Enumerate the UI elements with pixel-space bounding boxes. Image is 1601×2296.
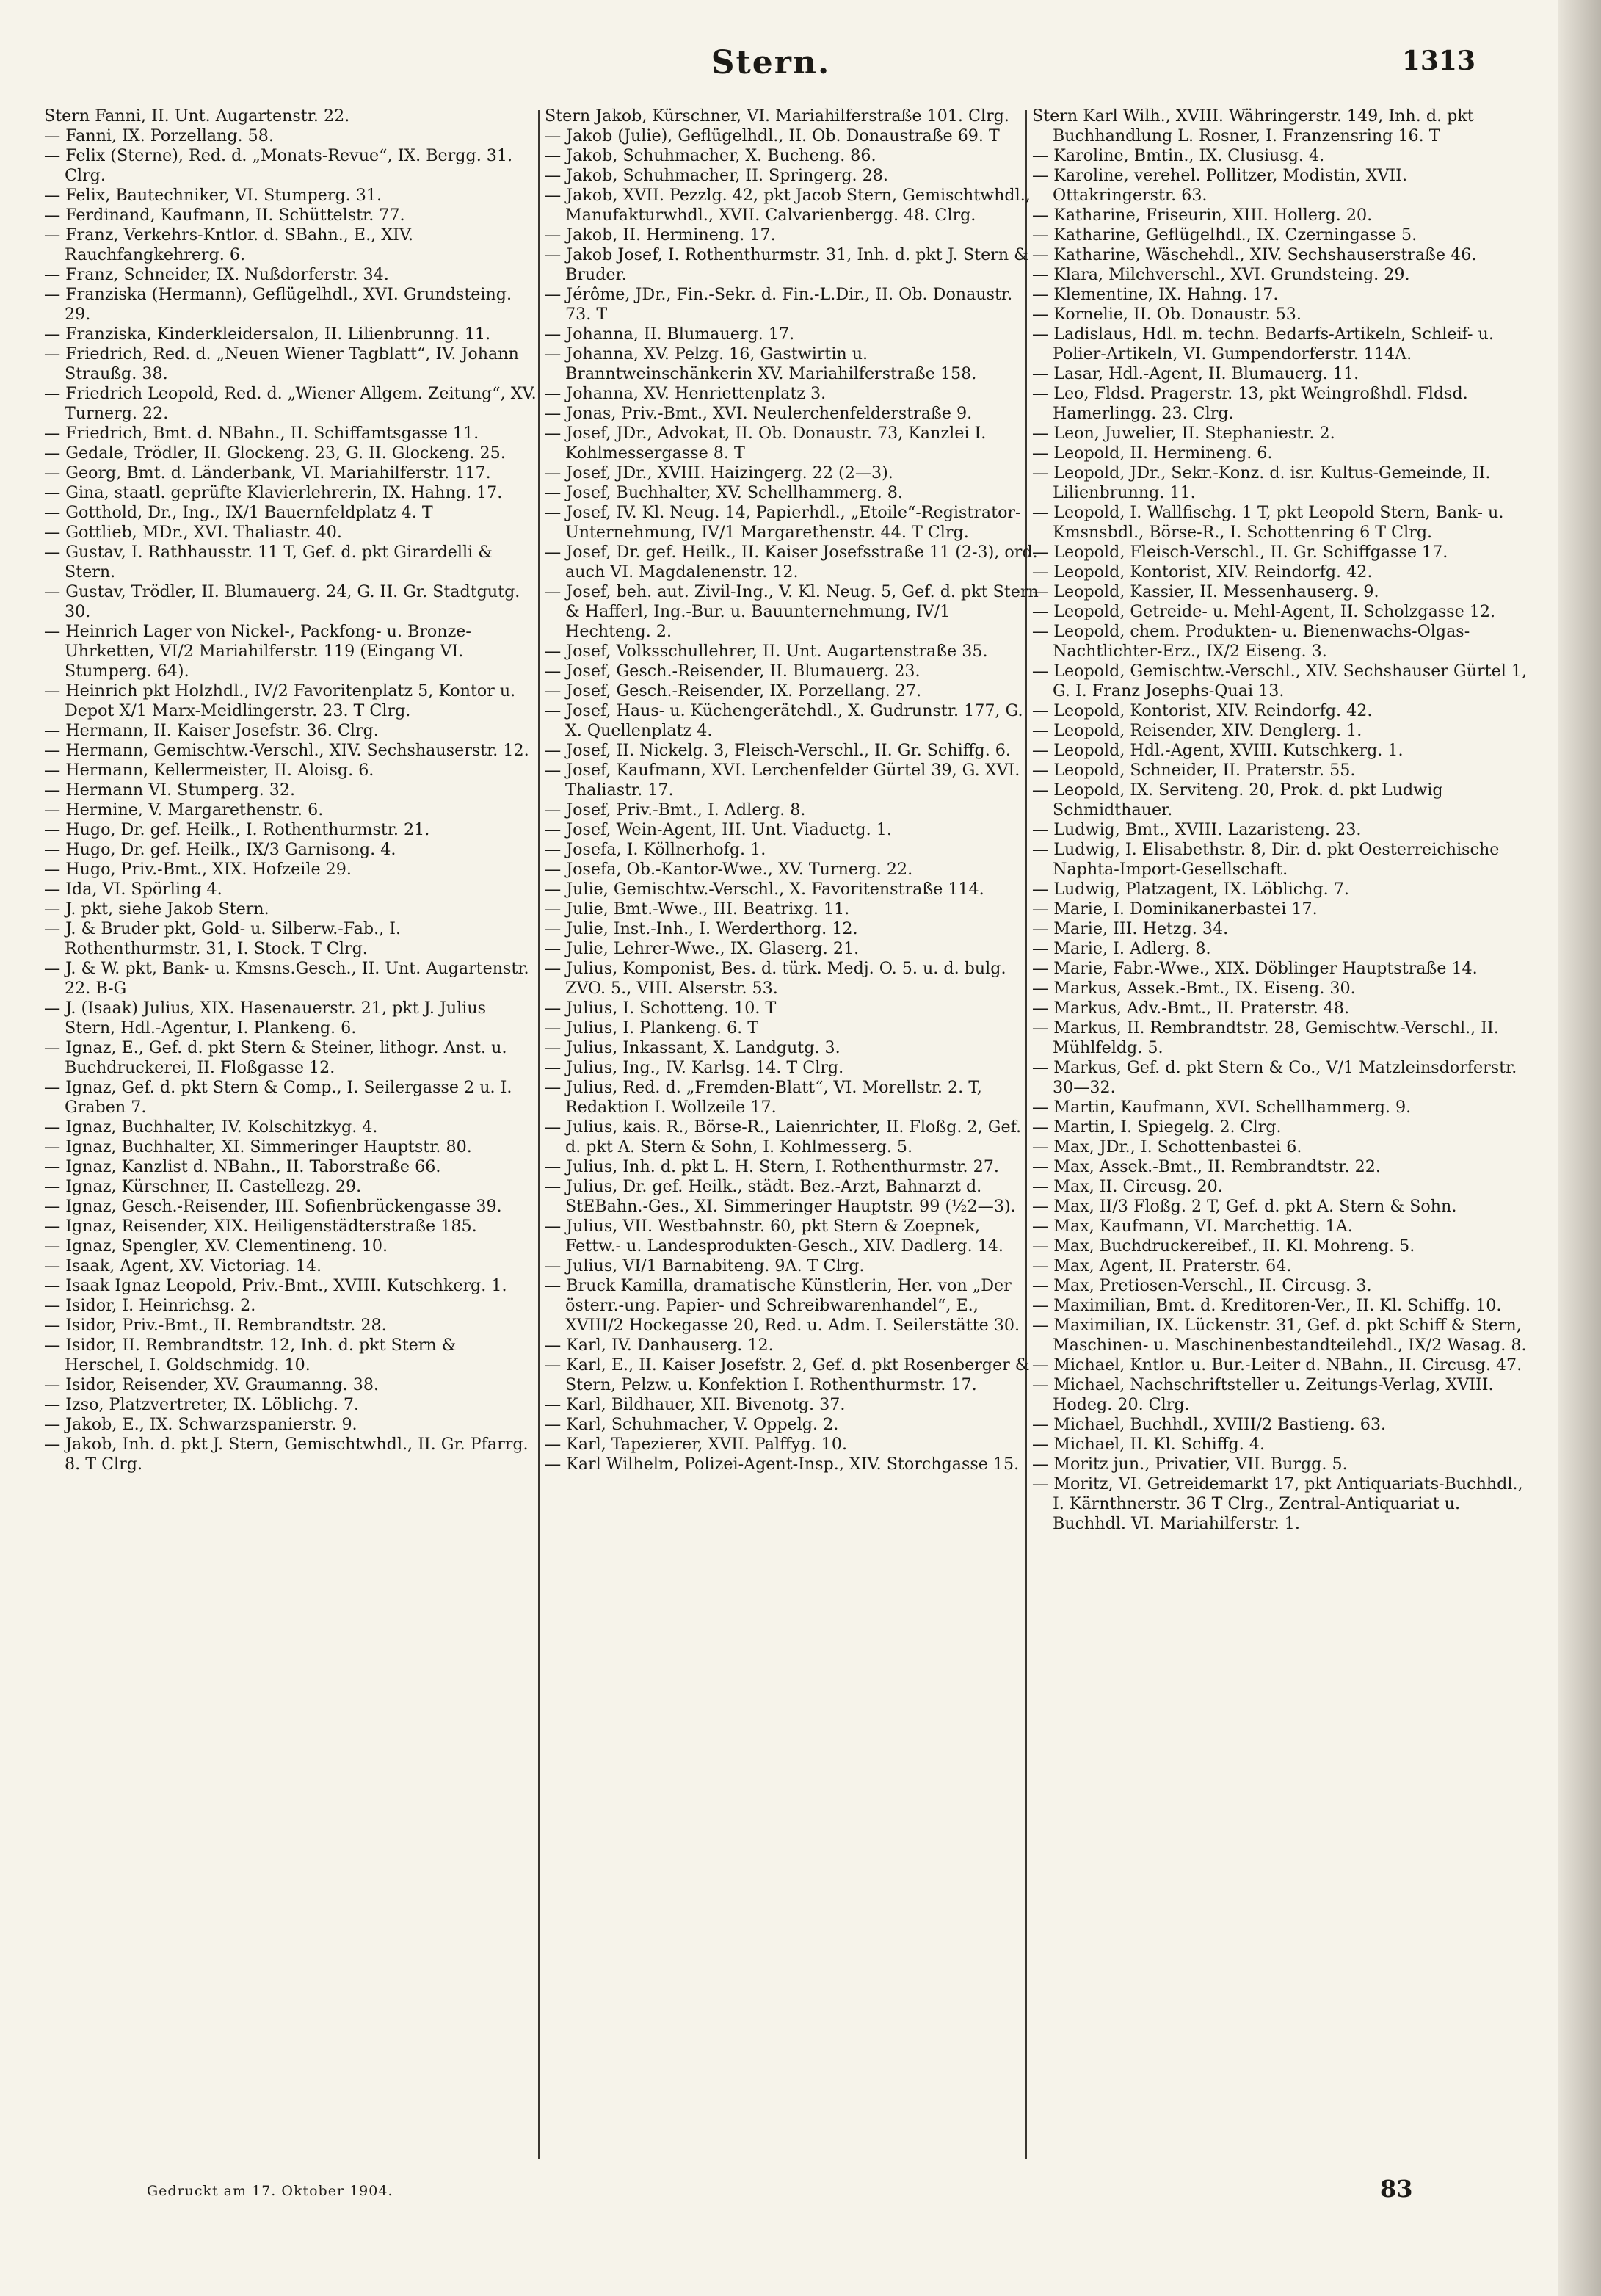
directory-entry: — Jakob (Julie), Geflügelhdl., II. Ob. Donaustraße 69. T: [545, 126, 1000, 145]
directory-entry: — Gina, staatl. geprüfte Klavierlehrerin, IX. Hahng. 17.: [44, 483, 503, 502]
directory-entry: — Karl, Bildhauer, XII. Bivenotg. 37.: [545, 1395, 846, 1414]
directory-entry: — Martin, Kaufmann, XVI. Schellhammerg. 9.: [1032, 1098, 1412, 1117]
directory-entry: — Felix (Sterne), Red. d. „Monats-Revue“, IX. Bergg. 31. Clrg.: [44, 146, 513, 185]
directory-entry: — Michael, Buchhdl., XVIII/2 Bastieng. 63.: [1032, 1415, 1387, 1434]
directory-entry: — Julius, VII. Westbahnstr. 60, pkt Stern & Zoepnek, Fettw.- u. Landesprodukten-Gesch., XIV. Dadlerg. 14.: [545, 1217, 1003, 1256]
directory-entry: — Max, Assek.-Bmt., II. Rembrandtstr. 22.: [1032, 1157, 1381, 1176]
directory-entry: — Isaak Ignaz Leopold, Priv.-Bmt., XVIII. Kutschkerg. 1.: [44, 1276, 507, 1295]
directory-entry: — Katharine, Geflügelhdl., IX. Czerningasse 5.: [1032, 225, 1417, 245]
directory-entry: — Josef, Buchhalter, XV. Schellhammerg. 8.: [545, 483, 903, 502]
directory-entry: — Karl, E., II. Kaiser Josefstr. 2, Gef. d. pkt Rosenberger & Stern, Pelzw. u. Konfektion I. Rothenthurmstr. 17.: [545, 1355, 1030, 1394]
directory-entry: — Ignaz, Gef. d. pkt Stern & Comp., I. Seilergasse 2 u. I. Graben 7.: [44, 1078, 512, 1117]
directory-entry: — Josef, JDr., Advokat, II. Ob. Donaustr. 73, Kanzlei I. Kohlmessergasse 8. T: [545, 424, 987, 463]
directory-entry: — Marie, III. Hetzg. 34.: [1032, 919, 1229, 938]
directory-entry: — Ludwig, Bmt., XVIII. Lazaristeng. 23.: [1032, 820, 1362, 839]
directory-entry: — Martin, I. Spiegelg. 2. Clrg.: [1032, 1118, 1282, 1137]
directory-entry: — Fanni, IX. Porzellang. 58.: [44, 126, 274, 145]
directory-entry: — Jakob, XVII. Pezzlg. 42, pkt Jacob Stern, Gemischtwhdl., Manufakturwhdl., XVII. Calvarienbergg. 48. Clrg.: [545, 186, 1031, 225]
directory-entry: — Josefa, Ob.-Kantor-Wwe., XV. Turnerg. 22.: [545, 860, 913, 879]
directory-entry: — Michael, Nachschriftsteller u. Zeitungs-Verlag, XVIII. Hodeg. 20. Clrg.: [1032, 1375, 1494, 1414]
directory-entry: Stern Jakob, Kürschner, VI. Mariahilferstraße 101. Clrg.: [545, 106, 1009, 126]
directory-entry: — Leopold, Fleisch-Verschl., II. Gr. Schiffgasse 17.: [1032, 543, 1448, 562]
directory-entry: — Leopold, Kassier, II. Messenhauserg. 9.: [1032, 582, 1379, 601]
directory-entry: — Moritz jun., Privatier, VII. Burgg. 5.: [1032, 1455, 1348, 1474]
directory-entry: — Isidor, II. Rembrandtstr. 12, Inh. d. pkt Stern & Herschel, I. Goldschmidg. 10.: [44, 1336, 457, 1375]
directory-entry: — Hermine, V. Margarethenstr. 6.: [44, 800, 324, 819]
directory-entry: — Max, II/3 Floßg. 2 T, Gef. d. pkt A. Stern & Sohn.: [1032, 1197, 1457, 1216]
directory-entry: — Isidor, Reisender, XV. Graumanng. 38.: [44, 1375, 379, 1394]
directory-entry: — Josef, Priv.-Bmt., I. Adlerg. 8.: [545, 800, 806, 819]
directory-entry: — Johanna, XV. Pelzg. 16, Gastwirtin u. Branntweinschänkerin XV. Mariahilferstraße 158.: [545, 344, 977, 383]
directory-entry: — Karl, IV. Danhauserg. 12.: [545, 1336, 774, 1355]
directory-entry: — Ignaz, Gesch.-Reisender, III. Sofienbrückengasse 39.: [44, 1197, 502, 1216]
directory-entry: — Markus, Assek.-Bmt., IX. Eiseng. 30.: [1032, 979, 1356, 998]
directory-entry: — Klara, Milchverschl., XVI. Grundsteing. 29.: [1032, 265, 1410, 284]
directory-entry: — Leon, Juwelier, II. Stephaniestr. 2.: [1032, 424, 1335, 443]
page-number: 1313: [1401, 46, 1475, 76]
directory-entry: — Leopold, Hdl.-Agent, XVIII. Kutschkerg. 1.: [1032, 741, 1404, 760]
directory-entry: — J. (Isaak) Julius, XIX. Hasenauerstr. 21, pkt J. Julius Stern, Hdl.-Agentur, I. Plankeng. 6.: [44, 999, 487, 1037]
directory-entry: — Karl, Schuhmacher, V. Oppelg. 2.: [545, 1415, 839, 1434]
directory-entry: — Josef, Wein-Agent, III. Unt. Viaductg. 1.: [545, 820, 892, 839]
directory-entry: — Klementine, IX. Hahng. 17.: [1032, 285, 1279, 304]
page-title: Stern.: [711, 44, 831, 82]
signature-number: 83: [1380, 2175, 1413, 2203]
directory-entry: — Friedrich Leopold, Red. d. „Wiener Allgem. Zeitung“, XV. Turnerg. 22.: [44, 384, 537, 423]
directory-entry: — Leopold, I. Wallfischg. 1 T, pkt Leopold Stern, Bank- u. Kmsnsbdl., Börse-R., I. Schottenring 6 T Clrg.: [1032, 503, 1504, 542]
directory-entry: — Leopold, II. Hermineng. 6.: [1032, 443, 1273, 463]
directory-entry: — J. & W. pkt, Bank- u. Kmsns.Gesch., II. Unt. Augartenstr. 22. B-G: [44, 959, 529, 998]
directory-entry: — Jakob, Schuhmacher, II. Springerg. 28.: [545, 166, 888, 185]
directory-entry: — Karoline, verehel. Pollitzer, Modistin, XVII. Ottakringerstr. 63.: [1032, 166, 1408, 205]
directory-entry: — Hugo, Dr. gef. Heilk., I. Rothenthurmstr. 21.: [44, 820, 430, 839]
directory-entry: — Ignaz, E., Gef. d. pkt Stern & Steiner, lithogr. Anst. u. Buchdruckerei, II. Floßgasse 12.: [44, 1038, 507, 1077]
directory-entry: — Gustav, Trödler, II. Blumauerg. 24, G. II. Gr. Stadtgutg. 30.: [44, 582, 520, 621]
print-date: Gedruckt am 17. Oktober 1904.: [147, 2183, 393, 2199]
directory-entry: — Isidor, Priv.-Bmt., II. Rembrandtstr. 28.: [44, 1316, 387, 1335]
directory-entry: — Ladislaus, Hdl. m. techn. Bedarfs-Artikeln, Schleif- u. Polier-Artikeln, VI. Gumpendorferstr. 114A.: [1032, 325, 1494, 363]
directory-entry: — Josef, Gesch.-Reisender, II. Blumauerg. 23.: [545, 662, 921, 681]
directory-entry: — Isaak, Agent, XV. Victoriag. 14.: [44, 1256, 322, 1275]
directory-entry: — Markus, II. Rembrandtstr. 28, Gemischtw.-Verschl., II. Mühlfeldg. 5.: [1032, 1018, 1499, 1057]
directory-entry: — Ludwig, Platzagent, IX. Löblichg. 7.: [1032, 880, 1349, 899]
directory-entry: — Max, II. Circusg. 20.: [1032, 1177, 1223, 1196]
directory-entry: — Josefa, I. Köllnerhofg. 1.: [545, 840, 766, 859]
directory-entry: — Julius, Inh. d. pkt L. H. Stern, I. Rothenthurmstr. 27.: [545, 1157, 999, 1176]
directory-entry: — Katharine, Wäschehdl., XIV. Sechshauserstraße 46.: [1032, 245, 1477, 264]
directory-entry: — Julie, Inst.-Inh., I. Werderthorg. 12.: [545, 919, 858, 938]
directory-entry: — Josef, JDr., XVIII. Haizingerg. 22 (2—3).: [545, 463, 893, 482]
directory-column-3: [1032, 106, 1528, 2155]
directory-entry: — Hugo, Priv.-Bmt., XIX. Hofzeile 29.: [44, 860, 352, 879]
directory-entry: — Michael, Kntlor. u. Bur.-Leiter d. NBahn., II. Circusg. 47.: [1032, 1355, 1522, 1375]
directory-entry: — Max, Agent, II. Praterstr. 64.: [1032, 1256, 1292, 1275]
directory-entry: — Markus, Adv.-Bmt., II. Praterstr. 48.: [1032, 999, 1350, 1018]
directory-entry: — Leopold, Kontorist, XIV. Reindorfg. 42.: [1032, 562, 1373, 582]
directory-entry: — Julius, kais. R., Börse-R., Laienrichter, II. Floßg. 2, Gef. d. pkt A. Stern & Sohn, I. Kohlmesserg. 5.: [545, 1118, 1022, 1156]
directory-entry: — Jakob, Inh. d. pkt J. Stern, Gemischtwhdl., II. Gr. Pfarrg. 8. T Clrg.: [44, 1435, 529, 1474]
directory-entry: — Heinrich pkt Holzhdl., IV/2 Favoritenplatz 5, Kontor u. Depot X/1 Marx-Meidlingerstr. 23. T Clrg.: [44, 681, 516, 720]
directory-entry: — Leopold, JDr., Sekr.-Konz. d. isr. Kultus-Gemeinde, II. Lilienbrunng. 11.: [1032, 463, 1491, 502]
directory-entry: — Karl, Tapezierer, XVII. Palffyg. 10.: [545, 1435, 848, 1454]
directory-entry: — Franz, Verkehrs-Kntlor. d. SBahn., E., XIV. Rauchfangkehrerg. 6.: [44, 225, 414, 264]
directory-entry: — Jakob, E., IX. Schwarzspanierstr. 9.: [44, 1415, 357, 1434]
directory-entry: — Leo, Fldsd. Pragerstr. 13, pkt Weingroßhdl. Fldsd. Hamerlingg. 23. Clrg.: [1032, 384, 1468, 423]
directory-entry: — Julius, Inkassant, X. Landgutg. 3.: [545, 1038, 841, 1057]
directory-entry: — Jakob Josef, I. Rothenthurmstr. 31, Inh. d. pkt J. Stern & Bruder.: [545, 245, 1028, 284]
directory-entry: — Josef, II. Nickelg. 3, Fleisch-Verschl., II. Gr. Schiffg. 6.: [545, 741, 1011, 760]
directory-entry: — Johanna, XV. Henriettenplatz 3.: [545, 384, 827, 403]
directory-entry: — Friedrich, Red. d. „Neuen Wiener Tagblatt“, IV. Johann Straußg. 38.: [44, 344, 519, 383]
directory-entry: — Maximilian, Bmt. d. Kreditoren-Ver., II. Kl. Schiffg. 10.: [1032, 1296, 1502, 1315]
directory-entry: — Josef, Haus- u. Küchengerätehdl., X. Gudrunstr. 177, G. X. Quellenplatz 4.: [545, 701, 1023, 740]
directory-entry: — Karl Wilhelm, Polizei-Agent-Insp., XIV. Storchgasse 15.: [545, 1455, 1020, 1474]
directory-entry: — Hermann, Kellermeister, II. Aloisg. 6.: [44, 761, 374, 780]
directory-entry: — Ida, VI. Spörling 4.: [44, 880, 222, 899]
directory-entry: — Marie, I. Dominikanerbastei 17.: [1032, 899, 1318, 919]
directory-entry: — Marie, Fabr.-Wwe., XIX. Döblinger Hauptstraße 14.: [1032, 959, 1478, 978]
directory-entry: — Katharine, Friseurin, XIII. Hollerg. 20.: [1032, 206, 1373, 225]
directory-entry: — Leopold, Reisender, XIV. Denglerg. 1.: [1032, 721, 1362, 740]
directory-column-2: [545, 106, 1041, 2155]
directory-entry: — Marie, I. Adlerg. 8.: [1032, 939, 1211, 958]
directory-entry: — Jakob, Schuhmacher, X. Bucheng. 86.: [545, 146, 876, 165]
directory-entry: — Bruck Kamilla, dramatische Künstlerin, Her. von „Der österr.-ung. Papier- und Schreibwarenhandel“, E., XVIII/2 Hockegasse 20, Red. u. Adm. I. Seilerstätte 30.: [545, 1276, 1020, 1335]
directory-entry: — Gedale, Trödler, II. Glockeng. 23, G. II. Glockeng. 25.: [44, 443, 506, 463]
directory-entry: — Ignaz, Buchhalter, IV. Kolschitzkyg. 4.: [44, 1118, 378, 1137]
directory-entry: — Leopold, Getreide- u. Mehl-Agent, II. Scholzgasse 12.: [1032, 602, 1496, 621]
directory-entry: — Friedrich, Bmt. d. NBahn., II. Schiffamtsgasse 11.: [44, 424, 479, 443]
directory-entry: — Max, Kaufmann, VI. Marchettig. 1A.: [1032, 1217, 1353, 1236]
directory-entry: — Isidor, I. Heinrichsg. 2.: [44, 1296, 256, 1315]
directory-entry: — Jérôme, JDr., Fin.-Sekr. d. Fin.-L.Dir., II. Ob. Donaustr. 73. T: [545, 285, 1013, 324]
directory-entry: — Heinrich Lager von Nickel-, Packfong- u. Bronze-Uhrketten, VI/2 Mariahilferstr. 119 (Eingang VI. Stumperg. 64).: [44, 622, 471, 681]
directory-entry: — Julie, Lehrer-Wwe., IX. Glaserg. 21.: [545, 939, 860, 958]
directory-entry: — Franziska, Kinderkleidersalon, II. Lilienbrunng. 11.: [44, 325, 491, 344]
directory-entry: — Michael, II. Kl. Schiffg. 4.: [1032, 1435, 1265, 1454]
directory-entry: — Josef, Volksschullehrer, II. Unt. Augartenstraße 35.: [545, 642, 988, 661]
directory-entry: — Izso, Platzvertreter, IX. Löblichg. 7.: [44, 1395, 359, 1414]
directory-entry: — Jakob, II. Hermineng. 17.: [545, 225, 776, 245]
directory-entry: — Markus, Gef. d. pkt Stern & Co., V/1 Matzleinsdorferstr. 30—32.: [1032, 1058, 1517, 1097]
directory-entry: — Julie, Gemischtw.-Verschl., X. Favoritenstraße 114.: [545, 880, 984, 899]
directory-entry: — Ferdinand, Kaufmann, II. Schüttelstr. 77.: [44, 206, 405, 225]
directory-entry: — Josef, IV. Kl. Neug. 14, Papierhdl., „Etoile“-Registrator-Unternehmung, IV/1 Margarethenstr. 44. T Clrg.: [545, 503, 1021, 542]
directory-entry: — Franziska (Hermann), Geflügelhdl., XVI. Grundsteing. 29.: [44, 285, 512, 324]
directory-entry: — Karoline, Bmtin., IX. Clusiusg. 4.: [1032, 146, 1325, 165]
directory-entry: Stern Karl Wilh., XVIII. Währingerstr. 149, Inh. d. pkt Buchhandlung L. Rosner, I. Franzensring 16. T: [1032, 106, 1474, 145]
directory-entry: — Franz, Schneider, IX. Nußdorferstr. 34.: [44, 265, 389, 284]
directory-entry: — Maximilian, IX. Lückenstr. 31, Gef. d. pkt Schiff & Stern, Maschinen- u. Maschinenbestandteilehdl., IX/2 Wasag. 8.: [1032, 1316, 1527, 1355]
directory-entry: — Lasar, Hdl.-Agent, II. Blumauerg. 11.: [1032, 364, 1359, 383]
directory-entry: — Ignaz, Kürschner, II. Castellezg. 29.: [44, 1177, 362, 1196]
directory-entry: — Felix, Bautechniker, VI. Stumperg. 31.: [44, 186, 382, 205]
directory-entry: — Josef, beh. aut. Zivil-Ing., V. Kl. Neug. 5, Gef. d. pkt Stern & Hafferl, Ing.-Bur. u. Bauunternehmung, IV/1 Hechteng. 2.: [545, 582, 1039, 641]
directory-entry: — J. pkt, siehe Jakob Stern.: [44, 899, 269, 919]
directory-entry: — Julius, I. Plankeng. 6. T: [545, 1018, 759, 1037]
directory-entry: — Jonas, Priv.-Bmt., XVI. Neulerchenfelderstraße 9.: [545, 404, 973, 423]
directory-entry: — Julius, VI/1 Barnabiteng. 9A. T Clrg.: [545, 1256, 865, 1275]
directory-entry: — Hermann, Gemischtw.-Verschl., XIV. Sechshauserstr. 12.: [44, 741, 529, 760]
directory-entry: — Josef, Kaufmann, XVI. Lerchenfelder Gürtel 39, G. XVI. Thaliastr. 17.: [545, 761, 1020, 800]
directory-entry: — Julius, Ing., IV. Karlsg. 14. T Clrg.: [545, 1058, 844, 1077]
directory-entry: — J. & Bruder pkt, Gold- u. Silberw.-Fab., I. Rothenthurmstr. 31, I. Stock. T Clrg.: [44, 919, 402, 958]
directory-entry: — Max, Buchdruckereibef., II. Kl. Mohreng. 5.: [1032, 1236, 1415, 1256]
directory-entry: — Max, Pretiosen-Verschl., II. Circusg. 3.: [1032, 1276, 1372, 1295]
directory-entry: — Josef, Gesch.-Reisender, IX. Porzellang. 27.: [545, 681, 922, 700]
directory-entry: — Gotthold, Dr., Ing., IX/1 Bauernfeldplatz 4. T: [44, 503, 433, 522]
directory-entry: — Ignaz, Reisender, XIX. Heiligenstädterstraße 185.: [44, 1217, 477, 1236]
directory-entry: Stern Fanni, II. Unt. Augartenstr. 22.: [44, 106, 350, 126]
directory-entry: — Gustav, I. Rathhausstr. 11 T, Gef. d. pkt Girardelli & Stern.: [44, 543, 493, 582]
directory-entry: — Georg, Bmt. d. Länderbank, VI. Mariahilferstr. 117.: [44, 463, 491, 482]
directory-entry: — Leopold, Schneider, II. Praterstr. 55.: [1032, 761, 1356, 780]
directory-column-1: [44, 106, 540, 2155]
directory-entry: — Kornelie, II. Ob. Donaustr. 53.: [1032, 305, 1302, 324]
page-header: [0, 44, 1556, 95]
directory-entry: — Hermann, II. Kaiser Josefstr. 36. Clrg.: [44, 721, 379, 740]
directory-entry: — Josef, Dr. gef. Heilk., II. Kaiser Josefsstraße 11 (2-3), ord. auch VI. Magdalenenstr. 12.: [545, 543, 1038, 582]
directory-entry: — Gottlieb, MDr., XVI. Thaliastr. 40.: [44, 523, 342, 542]
directory-entry: — Ignaz, Spengler, XV. Clementineng. 10.: [44, 1236, 388, 1256]
directory-entry: — Julius, I. Schotteng. 10. T: [545, 999, 777, 1018]
directory-entry: — Julius, Red. d. „Fremden-Blatt“, VI. Morellstr. 2. T, Redaktion I. Wollzeile 17.: [545, 1078, 982, 1117]
directory-entry: — Ignaz, Buchhalter, XI. Simmeringer Hauptstr. 80.: [44, 1137, 472, 1156]
directory-entry: — Julius, Dr. gef. Heilk., städt. Bez.-Arzt, Bahnarzt d. StEBahn.-Ges., XI. Simmeringer Hauptstr. 99 (½2—3).: [545, 1177, 1016, 1216]
directory-entry: — Leopold, chem. Produkten- u. Bienenwachs-Olgas-Nachtlichter-Erz., IX/2 Eiseng. 3.: [1032, 622, 1470, 661]
directory-entry: — Moritz, VI. Getreidemarkt 17, pkt Antiquariats-Buchhdl., I. Kärnthnerstr. 36 T Clrg., Zentral-Antiquariat u. Buchhdl. VI. Mariahilferstr. 1.: [1032, 1474, 1523, 1533]
directory-entry: — Hugo, Dr. gef. Heilk., IX/3 Garnisong. 4.: [44, 840, 396, 859]
directory-entry: — Ignaz, Kanzlist d. NBahn., II. Taborstraße 66.: [44, 1157, 441, 1176]
directory-entry: — Leopold, Gemischtw.-Verschl., XIV. Sechshauser Gürtel 1, G. I. Franz Josephs-Quai 13.: [1032, 662, 1528, 700]
directory-entry: — Leopold, IX. Serviteng. 20, Prok. d. pkt Ludwig Schmidthauer.: [1032, 781, 1443, 819]
directory-entry: — Leopold, Kontorist, XIV. Reindorfg. 42.: [1032, 701, 1373, 720]
directory-entry: — Max, JDr., I. Schottenbastei 6.: [1032, 1137, 1302, 1156]
directory-entry: — Ludwig, I. Elisabethstr. 8, Dir. d. pkt Oesterreichische Naphta-Import-Gesellschaft.: [1032, 840, 1500, 879]
directory-entry: — Hermann VI. Stumperg. 32.: [44, 781, 296, 800]
directory-entry: — Julius, Komponist, Bes. d. türk. Medj. O. 5. u. d. bulg. ZVO. 5., VIII. Alserstr. 53.: [545, 959, 1006, 998]
directory-entry: — Johanna, II. Blumauerg. 17.: [545, 325, 795, 344]
page-binding-edge: [1558, 0, 1601, 2296]
directory-entry: — Julie, Bmt.-Wwe., III. Beatrixg. 11.: [545, 899, 850, 919]
